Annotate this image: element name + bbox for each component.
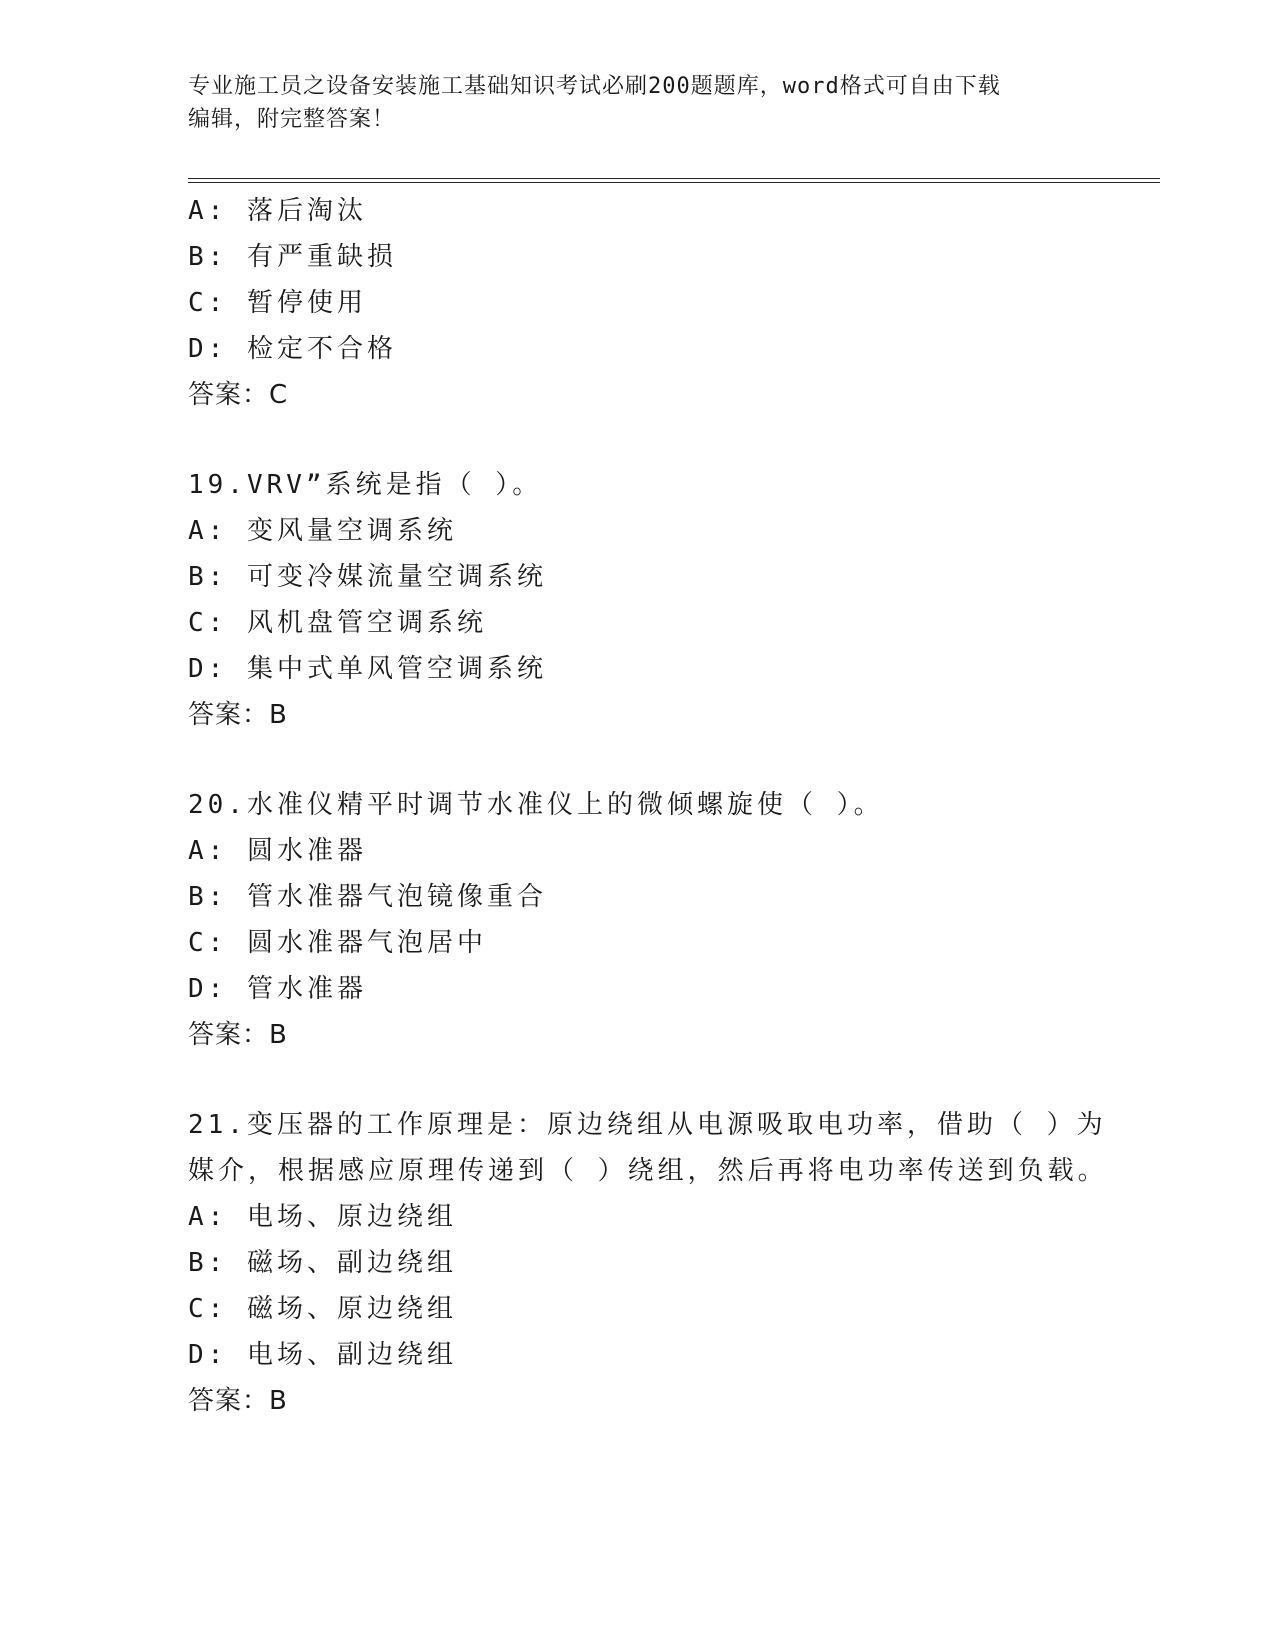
spacer [188,1058,1088,1102]
option-a: A: 落后淘汰 [188,196,367,226]
spacer [188,418,1088,462]
header-title-line-1: 专业施工员之设备安装施工基础知识考试必刷200题题库，word格式可自由下载 [188,74,1001,99]
option-a: A: 变风量空调系统 [188,516,457,546]
option-b: B: 可变冷媒流量空调系统 [188,562,547,592]
option-b: B: 有严重缺损 [188,242,397,272]
question-18 [188,188,1088,418]
question-stem-line-1: 21.变压器的工作原理是：原边绕组从电源吸取电功率，借助（ ）为 [188,1110,1107,1140]
option-d: D: 集中式单风管空调系统 [188,654,547,684]
question-19 [188,462,1088,738]
option-c: C: 磁场、原边绕组 [188,1294,457,1324]
option-b: B: 磁场、副边绕组 [188,1248,457,1278]
answer: 答案：C [188,380,289,410]
option-c: C: 风机盘管空调系统 [188,608,487,638]
answer: 答案：B [188,700,288,730]
option-a: A: 圆水准器 [188,836,367,866]
question-21 [188,1102,1108,1424]
option-c: C: 暂停使用 [188,288,367,318]
header-title-line-2: 编辑，附完整答案！ [188,107,396,132]
answer: 答案：B [188,1386,288,1416]
spacer [188,738,1088,782]
question-stem: 19.VRV”系统是指（ ）。 [188,470,543,500]
question-stem-line-2: 媒介，根据感应原理传递到（ ）绕组，然后再将电功率传送到负载。 [188,1156,1108,1186]
question-stem: 20.水准仪精平时调节水准仪上的微倾螺旋使（ ）。 [188,790,884,820]
question-list [188,188,1108,1424]
option-b: B: 管水准器气泡镜像重合 [188,882,547,912]
document-header [188,70,1088,136]
option-d: D: 管水准器 [188,974,367,1004]
option-c: C: 圆水准器气泡居中 [188,928,487,958]
option-d: D: 电场、副边绕组 [188,1340,457,1370]
header-divider [188,178,1160,183]
answer: 答案：B [188,1020,288,1050]
option-d: D: 检定不合格 [188,334,397,364]
option-a: A: 电场、原边绕组 [188,1202,457,1232]
question-20 [188,782,1088,1058]
